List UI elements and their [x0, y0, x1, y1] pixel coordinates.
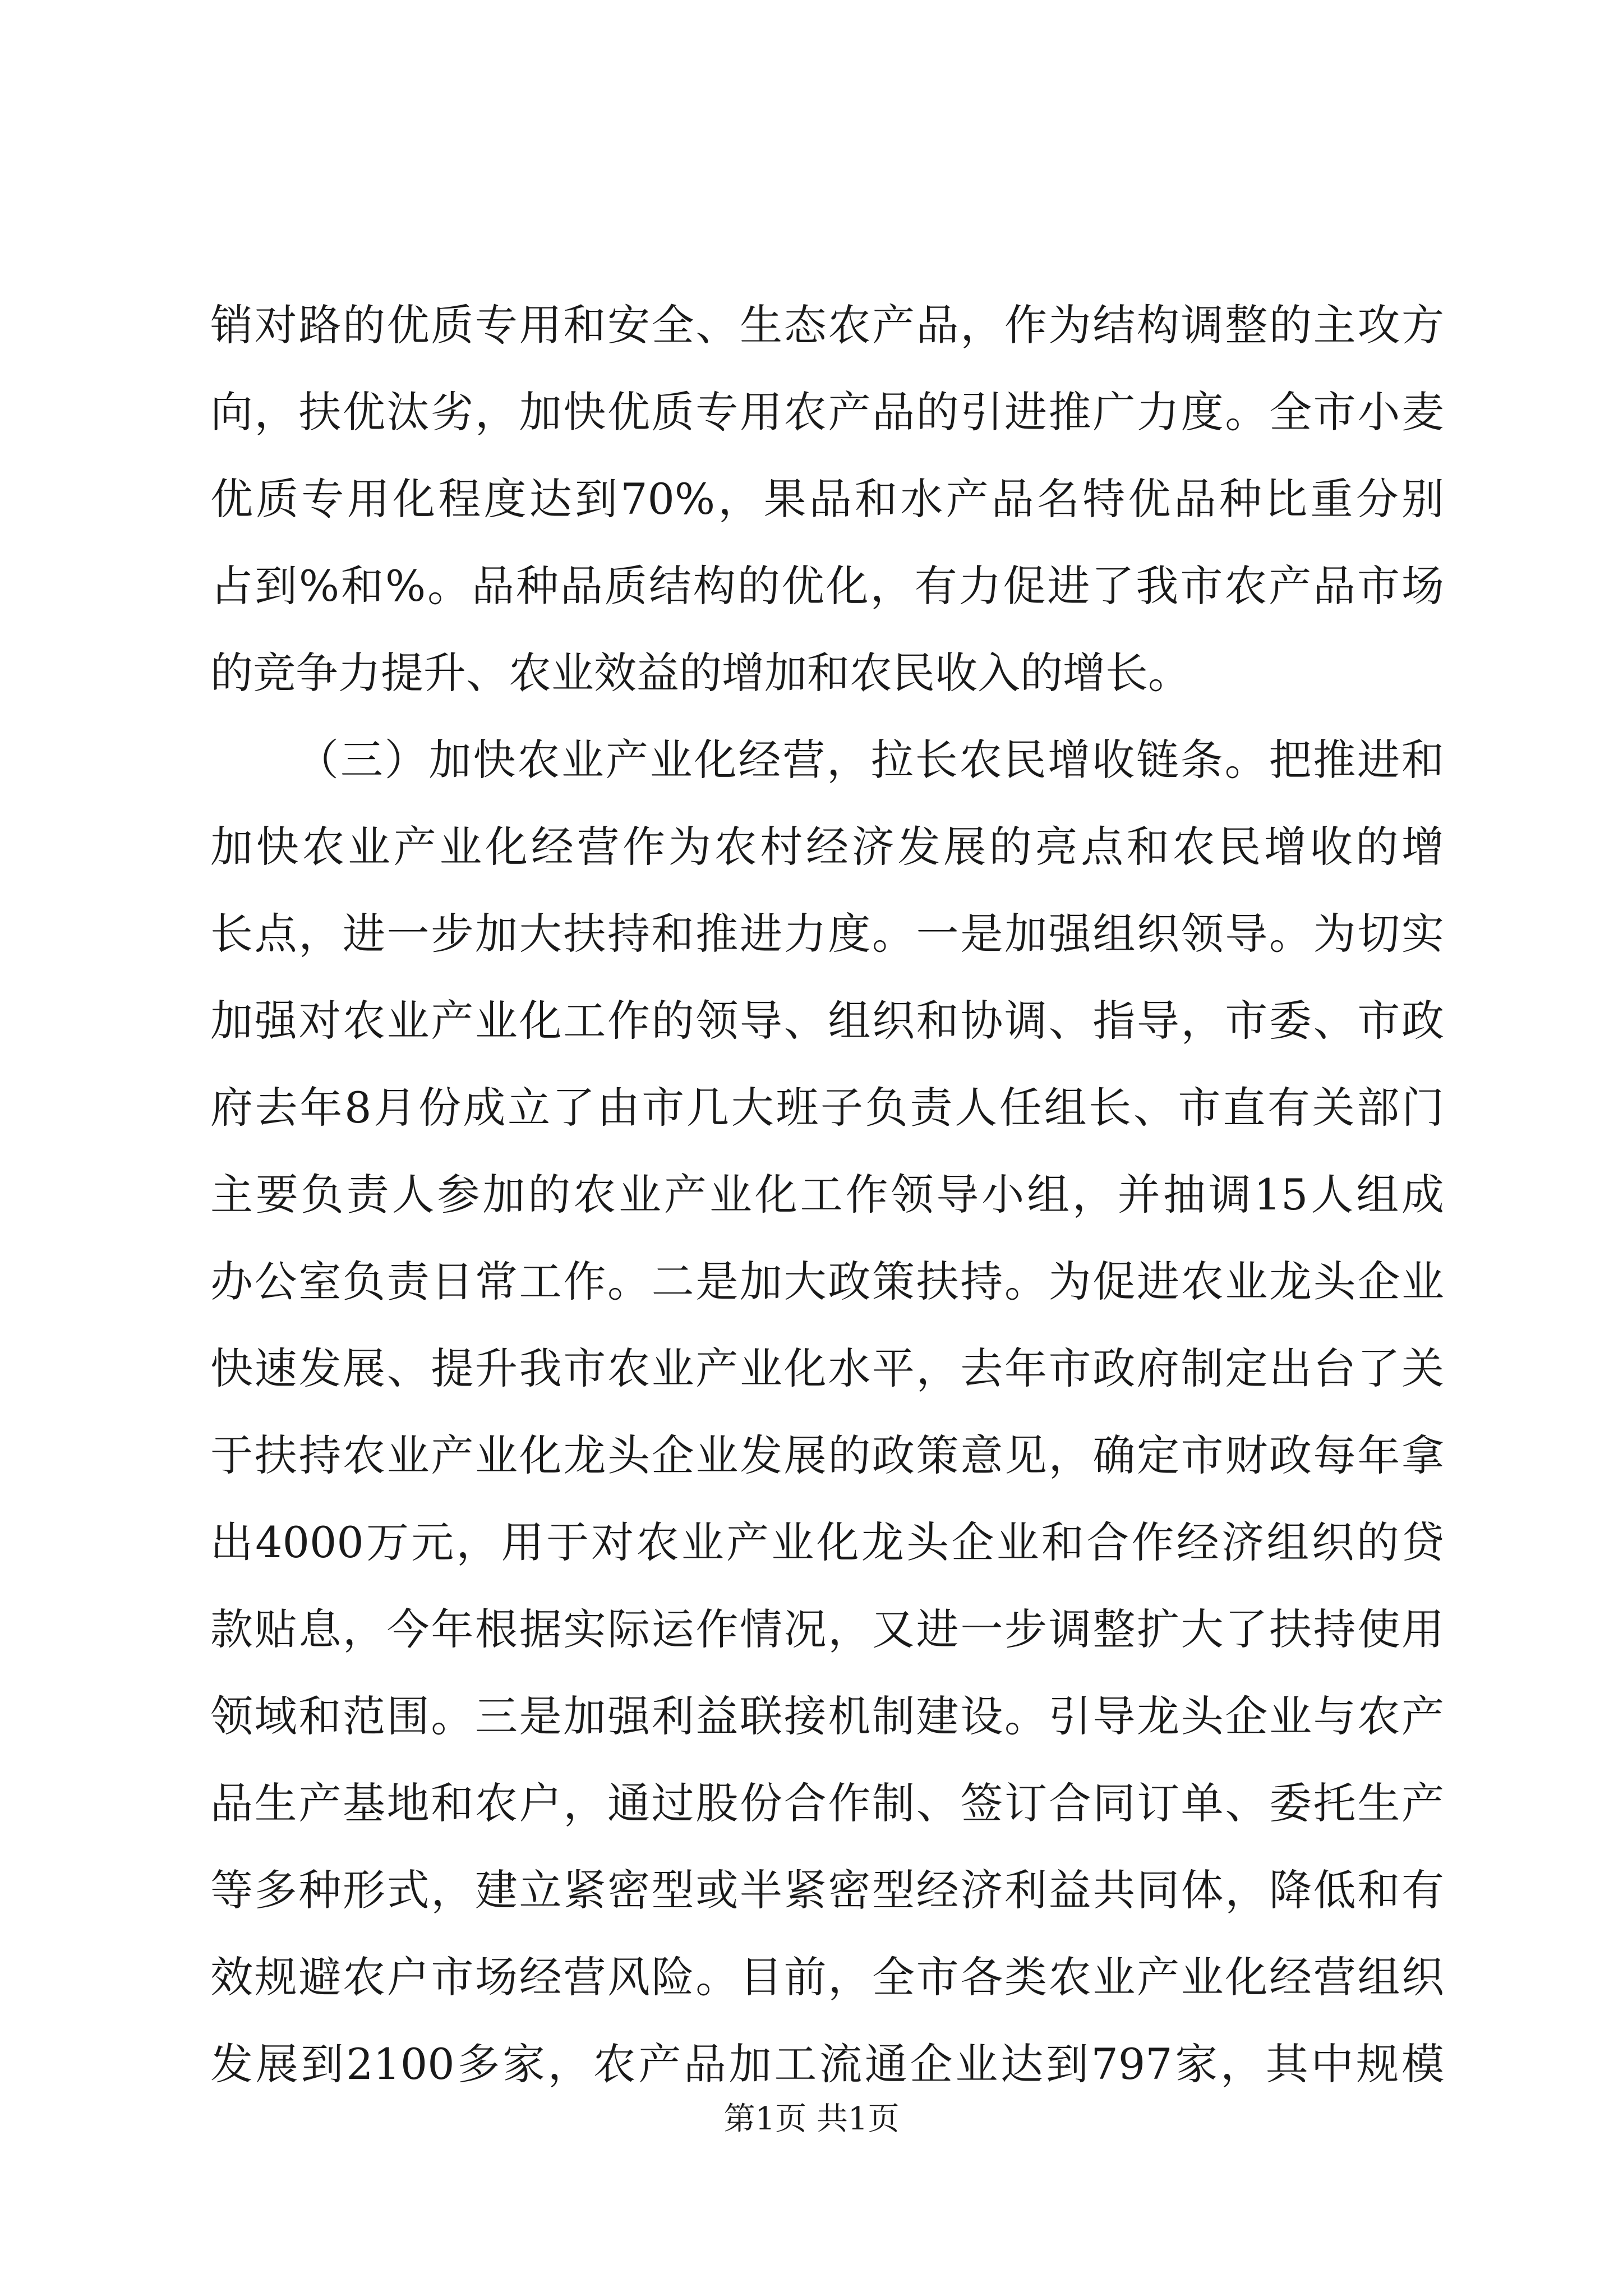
- text-line-18: 品生产基地和农户，通过股份合作制、签订合同订单、委托生产: [210, 1778, 1444, 1828]
- text-line-8: 长点，进一步加大扶持和推进力度。一是加强组织领导。为切实: [210, 909, 1444, 959]
- text-line-5: 的竞争力提升、农业效益的增加和农民收入的增长。: [210, 648, 1191, 698]
- text-line-16: 款贴息，今年根据实际运作情况，又进一步调整扩大了扶持使用: [210, 1604, 1444, 1654]
- text-line-20: 效规避农户市场经营风险。目前，全市各类农业产业化经营组织: [210, 1952, 1444, 2002]
- text-line-19: 等多种形式，建立紧密型或半紧密型经济利益共同体，降低和有: [210, 1865, 1444, 1915]
- text-line-13: 快速发展、提升我市农业产业化水平，去年市政府制定出台了关: [210, 1343, 1444, 1393]
- text-line-11: 主要负责人参加的农业产业化工作领导小组，并抽调15人组成: [210, 1170, 1444, 1220]
- text-line-9: 加强对农业产业化工作的领导、组织和协调、指导，市委、市政: [210, 996, 1444, 1046]
- text-line-14: 于扶持农业产业化龙头企业发展的政策意见，确定市财政每年拿: [210, 1430, 1444, 1480]
- text-line-15: 出4000万元，用于对农业产业化龙头企业和合作经济组织的贷: [210, 1517, 1444, 1567]
- text-line-7: 加快农业产业化经营作为农村经济发展的亮点和农民增收的增: [210, 822, 1444, 872]
- text-line-1: 销对路的优质专用和安全、生态农产品，作为结构调整的主攻方: [210, 300, 1444, 350]
- page-footer: 第1页 共1页: [723, 2101, 900, 2137]
- text-line-17: 领域和范围。三是加强利益联接机制建设。引导龙头企业与农产: [210, 1691, 1444, 1741]
- text-line-6: （三）加快农业产业化经营，拉长农民增收链条。把推进和: [296, 735, 1444, 785]
- text-line-21: 发展到2100多家，农产品加工流通企业达到797家，其中规模: [210, 2039, 1444, 2089]
- text-line-3: 优质专用化程度达到70%，果品和水产品名特优品种比重分别: [210, 474, 1444, 524]
- text-line-4: 占到%和%。品种品质结构的优化，有力促进了我市农产品市场: [210, 561, 1444, 611]
- text-line-10: 府去年8月份成立了由市几大班子负责人任组长、市直有关部门: [210, 1083, 1444, 1133]
- text-line-2: 向，扶优汰劣，加快优质专用农产品的引进推广力度。全市小麦: [210, 387, 1444, 437]
- text-line-12: 办公室负责日常工作。二是加大政策扶持。为促进农业龙头企业: [210, 1257, 1444, 1306]
